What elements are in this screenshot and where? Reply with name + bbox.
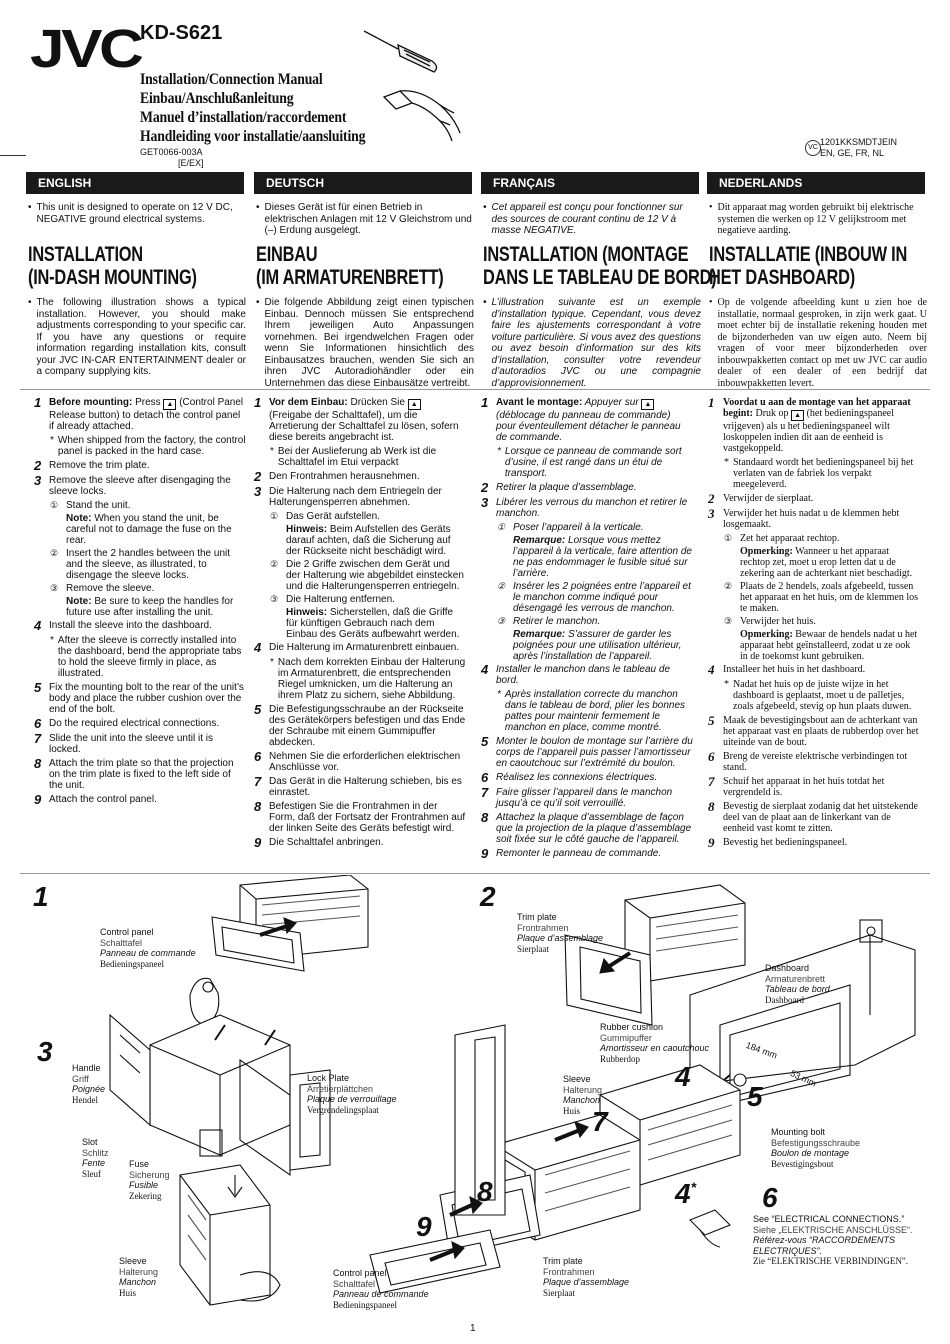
title-nl: Handleiding voor installatie/aansluiting [140, 128, 366, 145]
step-3: 3 Verwijder het huis nadat u de klemmen hebt losgemaakt. [708, 506, 900, 530]
steps-nl [708, 397, 920, 852]
doc-code: 1201KKSMDTJEIN [820, 137, 898, 147]
step-3-1: ① Stand the unit. [50, 500, 131, 511]
intro-nl: • Dit apparaat mag worden gebruikt bij elektrische systemen die werken op 12 V gelijkstroom met negatieve aarding. [709, 202, 927, 237]
step-3-1: ① Poser l’appareil à la verticale. [497, 522, 644, 533]
step-3-2: ② Plaats de 2 hendels, zoals afgebeeld, tussen het apparaat en het huis, om de klemmen los te maken. [724, 581, 919, 614]
label-see-connections: See “ELECTRICAL CONNECTIONS.” Siehe „ELEKTRISCHE ANSCHLÜSSE“. Référez-vous “RACCORDEMENTS ELECTRIQUES”. Zie “ELEKTRISCHE VERBINDINGEN”. [753, 1214, 913, 1266]
step-3-1: ① Das Gerät aufstellen. [270, 511, 380, 522]
step-2: 2 Verwijder de sierplaat. [708, 491, 814, 506]
label-dashboard: Dashboard Armaturenbrett Tableau de bord Dashboard [765, 963, 830, 1005]
dimension-184: 184 mm [744, 1040, 779, 1061]
step-4-note: * Nach dem korrekten Einbau der Halterung im Armaturenbrett, die entsprechenden Riegel umknicken, um die Halterung an ihrem Platz zu sichern, siehe Abbildung. [270, 657, 466, 701]
desc-nl-text: Op de volgende afbeelding kunt u zien hoe de installatie, normaal gesproken, in zijn werk gaat. U moet echter bij de installatie rekening houden met de bijzonderheden van uw eigen auto. Neem bij vragen of voor meer bijzonderheden over inbouwpakketten contact op met uw JVC car audio dealer of een dealer of een bedrijf dat inbouwpakketten levert. [717, 297, 927, 389]
desc-de: • Die folgende Abbildung zeigt einen typischen Einbau. Dennoch müssen Sie entsprechend Ihrem jeweiligen Auto Anpassungen vornehmen. Bei irgendwelchen Fragen oder wenn Sie Informationen hinsichtlich des Einbausatzes brauchen, wenden Sie sich an ihren JVC Autoradiohändler oder ein Unternehmen das diese Einbausätze vertreibt. [256, 297, 474, 389]
step-3-3-note: Remarque: S’assurer de garder les poignées pour une utilisation ultérieur, après l’installation de l’appareil. [513, 629, 682, 662]
title-de: Einbau/Anschlußanleitung [140, 90, 294, 107]
step-6: 6 Réalisez les connexions électriques. [481, 770, 658, 785]
heading-nl: INSTALLATIE (INBOUW IN HET DASHBOARD) [709, 243, 908, 289]
jvc-seal-icon: VC [805, 140, 821, 156]
step-7: 7 Schuif het apparaat in het huis totdat het vergrendeld is. [708, 774, 885, 798]
step-1-text-b: (Control Panel Release button) to detach the control panel if already attached. [49, 397, 244, 432]
step-8: 8 Attachez la plaque d’assemblage de façon que la projection de la plaque d’assemblage soit fixée sur le côté gauche de l’appareil. [481, 810, 692, 845]
step-3: 3 Remove the sleeve after disengaging the sleeve locks. [34, 473, 231, 497]
intro-fr-text: Cet appareil est conçu pour fonctionner sur des sources de courant continu de 12 V à masse NEGATIVE. [491, 202, 683, 236]
title-en: Installation/Connection Manual [140, 71, 323, 88]
step-1-note: * Lorsque ce panneau de commande sort d’usine, il est rangé dans un étui de transport. [497, 446, 682, 479]
step-4: 4 Installeer het huis in het dashboard. [708, 662, 866, 677]
step-2: 2 Retirer la plaque d’assemblage. [481, 480, 637, 495]
step-5: 5 Maak de bevestigingsbout aan de achterkant van het apparaat vast en plaats de rubberdop over het uiteinde van de bout. [708, 713, 919, 748]
model-number: KD-S621 [140, 22, 223, 44]
part-number-suffix: [E/EX] [178, 158, 204, 168]
step-3: 3 Libérer les verrous du manchon et retirer le manchon. [481, 495, 688, 519]
lang-bar-francais: FRANÇAIS [481, 172, 699, 194]
section-divider [20, 389, 930, 390]
part-number [140, 147, 204, 169]
step-3-1-note: Hinweis: Beim Aufstellen des Geräts darauf achten, daß die Sicherung auf der Rückseite nicht beschädigt wird. [286, 524, 451, 557]
step-3-2: ② Die 2 Griffe zwischen dem Gerät und der Halterung wie abgebildet einstecken und die Halterungensperren entriegeln. [270, 559, 464, 592]
label-trim-plate-2: Trim plate Frontrahmen Plaque d’assemblage Sierplaat [543, 1256, 630, 1298]
step-3-3: ③ Remove the sleeve. [50, 583, 155, 594]
label-handle: Handle Griff Poignée Hendel [72, 1063, 106, 1105]
step-1: 1 Avant le montage: Appuyer sur ▲ (déblocage du panneau de commande) pour éventeullement détacher le panneau de commande. [481, 395, 681, 443]
step-1-text-a: Appuyer sur [584, 397, 642, 408]
heading-de: EINBAU (IM ARMATURENBRETT) [256, 243, 444, 289]
step-2: 2 Remove the trim plate. [34, 458, 150, 473]
label-sleeve: Sleeve Halterung Manchon Huis [563, 1074, 603, 1116]
fig-num-1: 1 [33, 881, 49, 912]
doc-langs: EN, GE, FR, NL [820, 148, 885, 158]
step-4-note: * Après installation correcte du manchon dans le tableau de bord, plier les bonnes pattes pour maintenir fermement le manchon en place, comme montré. [497, 689, 686, 733]
lang-bar-deutsch: DEUTSCH [254, 172, 472, 194]
fig-num-8: 8 [477, 1176, 493, 1207]
desc-nl: • Op de volgende afbeelding kunt u zien hoe de installatie, normaal gesproken, in zijn werk gaat. U moet echter bij de installatie rekening houden met de bijzonderheden van uw eigen auto. Neem bij vragen of voor meer bijzonderheden over inbouwpakketten contact op met uw JVC car audio dealer of een dealer of een bedrijf dat inbouwpakketten levert. [709, 297, 927, 389]
label-trim-plate: Trim plate Frontrahmen Plaque d’assemblage Sierplaat [517, 912, 604, 954]
step-6: 6 Breng de vereiste elektrische verbindingen tot stand. [708, 749, 908, 773]
fig-num-4: 4 [675, 1061, 691, 1092]
step-1: 1 Voordat u aan de montage van het apparaat begint: Druk op ▲ (het bedieningspaneel vrijgeven) als u het bedieningspaneel wilt loskoppelen indien dit aan de eenheid is vastgekoppeld. [708, 395, 911, 454]
lang-bar-english: ENGLISH [26, 172, 244, 194]
tools-illustration [360, 25, 470, 150]
step-1: 1 Before mounting: Press ▲ (Control Panel Release button) to detach the control panel if already attached. [34, 395, 244, 432]
desc-fr: • L’illustration suivante est un exemple d’installation typique. Cependant, vous devez faire les ajustements correspondant à votre voiture particulière. Si vous avez des questions ou avez besoin d’information sur des kits d’installation, consulter votre revendeur d’autoradios JVC ou une compagnie d’approvisionnement. [483, 297, 701, 389]
label-lock-plate: Lock Plate Arretierplättchen Plaque de verrouillage Vergrendelingsplaat [307, 1073, 397, 1115]
step-2: 2 Den Frontrahmen herausnehmen. [254, 469, 420, 484]
step-8: 8 Befestigen Sie die Frontrahmen in der Form, daß der Fortsatz der Frontrahmen auf der linken Seite des Geräts befestigt wird. [254, 799, 466, 834]
label-sleeve-2: Sleeve Halterung Manchon Huis [119, 1256, 159, 1298]
step-4-note: * After the sleeve is correctly installed into the dashboard, bend the appropriate tabs to hold the sleeve firmly in place, as illustrated. [50, 635, 242, 679]
step-3-3-note: Hinweis: Sicherstellen, daß die Griffe für künftigen Gebrauch nach dem Einbau des Geräts aufbewahrt werden. [286, 607, 460, 640]
step-4: 4 Installer le manchon dans le tableau de bord. [481, 662, 671, 686]
step-3-3: ③ Die Halterung entfernen. [270, 594, 395, 605]
step-6: 6 Nehmen Sie die erforderlichen elektrischen Anschlüsse vor. [254, 749, 461, 773]
intro-de: • Dieses Gerät ist für einen Betrieb in elektrischen Anlagen mit 12 V Gleichstrom und (–) Erdung ausgelegt. [256, 202, 474, 237]
step-3-3-note: Opmerking: Bewaar de hendels nadat u het apparaat hebt geïnstalleerd, zodat u ze ook in de toekomst kunt gebruiken. [740, 629, 918, 662]
heading-en: INSTALLATION (IN-DASH MOUNTING) [28, 243, 197, 289]
fig-num-5: 5 [747, 1081, 763, 1112]
step-3-3-note: Note: Be sure to keep the handles for future use after installing the unit. [66, 596, 234, 618]
steps-de [254, 397, 466, 852]
step-9: 9 Remonter le panneau de commande. [481, 846, 662, 861]
desc-fr-text: L’illustration suivante est un exemple d’installation typique. Cependant, vous devez faire les ajustements correspondant à votre voiture particulière. Si vous avez des questions ou avez besoin d’information sur des kits d’installation, consulter votre revendeur d’autoradios JVC ou une compagnie d’approvisionnement. [491, 297, 701, 389]
label-mounting-bolt: Mounting bolt Befestigungsschraube Boulon de montage Bevestigingsbout [771, 1127, 861, 1169]
fig-num-4-star: 4* [675, 1178, 697, 1209]
fold-mark [0, 155, 26, 156]
step-7: 7 Faire glisser l’appareil dans le manchon jusqu’à ce qu’il soit verrouillé. [481, 785, 673, 809]
step-8: 8 Attach the trim plate so that the projection on the trim plate is fixed to the left side of the unit. [34, 756, 234, 791]
step-9: 9 Bevestig het bedieningspaneel. [708, 835, 848, 850]
step-3-3: ③ Verwijder het huis. [724, 616, 816, 627]
step-3-2: ② Insérer les 2 poignées entre l’appareil et le manchon comme indiqué pour désengagé les verrous de manchon. [497, 581, 691, 614]
fig-num-7: 7 [592, 1106, 608, 1137]
panel-release-icon: ▲ [408, 399, 421, 410]
step-7: 7 Slide the unit into the sleeve until it is locked. [34, 731, 213, 755]
step-5: 5 Monter le boulon de montage sur l’arrière du corps de l’appareil puis passer l’amortisseur en caoutchouc sur l’extrémité du boulon. [481, 734, 693, 769]
steps-fr [481, 397, 693, 863]
lang-bar-nederlands: NEDERLANDS [707, 172, 925, 194]
step-3-2: ② Insert the 2 handles between the unit and the sleeve, as illustrated, to disengage the sleeve locks. [50, 548, 231, 581]
part-number-code: GET0066-003A [140, 147, 203, 157]
step-1-note: * Bei der Auslieferung ab Werk ist die Schalttafel im Etui verpackt [270, 446, 437, 468]
step-1-note: * Standaard wordt het bedieningspaneel bij het verlaten van de fabriek los verpakt meegeleverd. [724, 457, 914, 490]
intro-en-text: This unit is designed to operate on 12 V DC, NEGATIVE ground electrical systems. [36, 202, 233, 225]
step-1-note: * When shipped from the factory, the control panel is packed in the hard case. [50, 435, 246, 457]
step-1-text-a: Press [135, 397, 164, 408]
dimension-53: 53 mm [788, 1068, 818, 1089]
step-6: 6 Do the required electrical connections. [34, 716, 220, 731]
panel-release-icon: ▲ [641, 399, 654, 410]
label-rubber-cushion: Rubber cushion Gummipuffer Amortisseur en caoutchouc Rubberdop [600, 1022, 710, 1064]
step-9: 9 Attach the control panel. [34, 792, 157, 807]
step-9: 9 Die Schalttafel anbringen. [254, 835, 384, 850]
step-3-1-note: Note: When you stand the unit, be careful not to damage the fuse on the rear. [66, 513, 232, 546]
fig-num-3: 3 [37, 1036, 53, 1067]
intro-de-text: Dieses Gerät ist für einen Betrieb in elektrischen Anlagen mit 12 V Gleichstrom und (–) Erdung ausgelegt. [264, 202, 472, 236]
step-1-text-a: Drücken Sie [350, 397, 408, 408]
title-fr: Manuel d’installation/raccordement [140, 109, 347, 126]
step-3-3: ③ Retirer le manchon. [497, 616, 601, 627]
step-7: 7 Das Gerät in die Halterung schieben, bis es einrastet. [254, 774, 462, 798]
desc-en: • The following illustration shows a typical installation. However, you should make adjustments corresponding to your specific car. If you have any questions or require information regarding installation kits, consult your JVC IN-CAR ENTERTAINMENT dealer or a company supplying kits. [28, 297, 246, 377]
step-1-text-a: Druk op [755, 408, 792, 419]
label-fuse: Fuse Sicherung Fusible Zekering [129, 1159, 170, 1201]
step-8: 8 Bevestig de sierplaat zodanig dat het uitstekende deel van de plaat aan de linkerkant van de eenheid vast komt te zitten. [708, 799, 918, 834]
fig-num-6: 6 [762, 1182, 778, 1213]
step-4: 4 Install the sleeve into the dashboard. [34, 618, 212, 633]
step-5: 5 Die Befestigungsschraube an der Rückseite des Gerätekörpers befestigen und das Ende der Schraube mit einem Gummipuffer abdecken. [254, 702, 466, 748]
intro-en: • This unit is designed to operate on 12 V DC, NEGATIVE ground electrical systems. [28, 202, 246, 225]
document-code [820, 137, 897, 159]
step-3-1-note: Opmerking: Wanneer u het apparaat rechtop zet, moet u erop letten dat u de zekering aan de achterkant niet beschadigt. [740, 546, 913, 579]
figure-divider [20, 873, 930, 874]
page-number: 1 [470, 1323, 476, 1334]
steps-en [34, 397, 246, 809]
step-1-text-b: (het bedieningspaneel vrijgeven) als u het bedieningspaneel wilt loskoppelen indien dit aan de eenheid is vastgekoppeld. [723, 408, 895, 454]
panel-release-icon: ▲ [163, 399, 176, 410]
fig-num-2: 2 [480, 881, 496, 912]
step-1-text-b: (Freigabe der Schalttafel), um die Arretierung der Schalttafel zu lösen, sofern diese bereits angebracht ist. [269, 410, 459, 443]
step-1-text-b: (déblocage du panneau de commande) pour éventeullement détacher le panneau de commande. [496, 410, 681, 443]
intro-nl-text: Dit apparaat mag worden gebruikt bij elektrische systemen die werken op 12 V gelijkstroom met negatieve aarding. [717, 202, 914, 236]
desc-en-text: The following illustration shows a typical installation. However, you should make adjustments corresponding to your specific car. If you have any questions or require information regarding installation kits, consult your JVC IN-CAR ENTERTAINMENT dealer or a company supplying kits. [36, 297, 246, 377]
step-3-1: ① Zet het apparaat rechtop. [724, 533, 840, 544]
label-control-panel-2: Control panel Schalttafel Panneau de commande Bedieningspaneel [333, 1268, 429, 1310]
desc-de-text: Die folgende Abbildung zeigt einen typischen Einbau. Dennoch müssen Sie entsprechend Ihrem jeweiligen Auto Anpassungen vornehmen. Bei irgendwelchen Fragen oder wenn Sie Informationen hinsichtlich des Einbausatzes brauchen, wenden Sie sich an ihren JVC Autoradiohändler oder ein Unternehmen das diese Einbausätze vertreibt. [264, 297, 474, 389]
step-5: 5 Fix the mounting bolt to the rear of the unit’s body and place the rubber cushion over the end of the bolt. [34, 680, 244, 715]
manual-titles [140, 70, 365, 146]
step-4-note: * Nadat het huis op de juiste wijze in het dashboard is geplaatst, moet u de palletjes, zoals afgebeeld, stevig op hun plaats duwen. [724, 679, 912, 712]
intro-fr: • Cet appareil est conçu pour fonctionner sur des sources de courant continu de 12 V à masse NEGATIVE. [483, 202, 701, 237]
heading-fr: INSTALLATION (MONTAGE DANS LE TABLEAU DE BORD) [483, 243, 717, 289]
step-1: 1 Vor dem Einbau: Drücken Sie ▲ (Freigabe der Schalttafel), um die Arretierung der Schalttafel zu lösen, sofern diese bereits angebracht ist. [254, 395, 459, 443]
label-slot: Slot Schlitz Fente Sleuf [82, 1137, 109, 1179]
jvc-logo: JVC [30, 19, 141, 79]
fig-num-9: 9 [416, 1211, 432, 1242]
label-control-panel: Control panel Schalttafel Panneau de commande Bedieningspaneel [100, 927, 196, 969]
panel-release-icon: ▲ [791, 410, 804, 421]
step-3: 3 Die Halterung nach dem Entriegeln der Halterungensperren abnehmen. [254, 484, 442, 508]
step-4: 4 Die Halterung im Armaturenbrett einbauen. [254, 640, 460, 655]
step-3-1-note: Remarque: Lorsque vous mettez l’appareil à la verticale, faire attention de ne pas endommager le fusible situé sur l’arrière. [513, 535, 692, 579]
